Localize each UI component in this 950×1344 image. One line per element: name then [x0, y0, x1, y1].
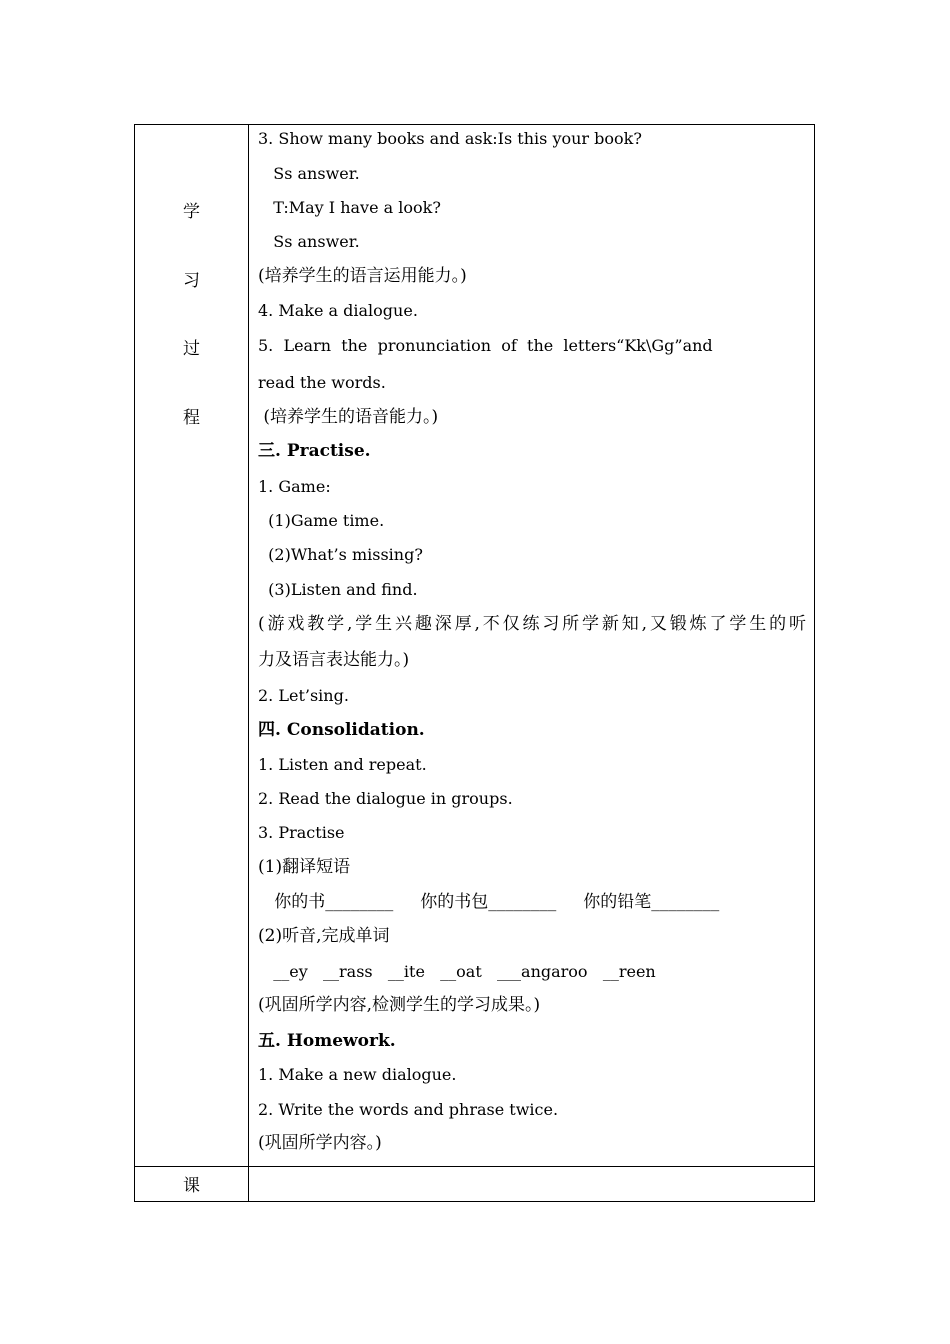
- content-line: Ss answer.: [258, 164, 360, 183]
- content-line: 1. Game:: [258, 477, 331, 496]
- content-line: 4. Make a dialogue.: [258, 301, 418, 320]
- content-line: Ss answer.: [258, 232, 360, 251]
- content-line: 3. Show many books and ask:Is this your book?: [258, 129, 642, 148]
- label-cheng: 程: [183, 408, 200, 428]
- content-line: 2. Write the words and phrase twice.: [258, 1100, 559, 1119]
- content-line: (3)Listen and find.: [258, 580, 418, 599]
- label-xi: 习: [183, 271, 200, 291]
- content-line: T:May I have a look?: [258, 198, 441, 217]
- content-line: 1. Listen and repeat.: [258, 755, 427, 774]
- content-line: (2)What’s missing?: [258, 545, 423, 564]
- content-note: (巩固所学内容。): [258, 1133, 382, 1153]
- content-note: (培养学生的语音能力。): [258, 407, 439, 427]
- content-line: 3. Practise: [258, 823, 345, 842]
- translation-blanks: 你的书________ 你的书包________ 你的铅笔________: [258, 892, 720, 912]
- content-line: 2. Let’sing.: [258, 686, 349, 705]
- content-note: (2)听音,完成单词: [258, 926, 390, 946]
- word-blanks: __ey __rass __ite __oat ___angaroo __reen: [258, 962, 656, 981]
- row-divider: [135, 1166, 814, 1167]
- label-ke: 课: [183, 1176, 200, 1196]
- content-line: 1. Make a new dialogue.: [258, 1065, 457, 1084]
- content-note: (巩固所学内容,检测学生的学习成果。): [258, 995, 541, 1015]
- content-note: (1)翻译短语: [258, 857, 351, 877]
- content-line: 5. Learn the pronunciation of the letters“Kk\Gg”and: [258, 336, 713, 355]
- content-note: 力及语言表达能力。): [258, 650, 410, 670]
- lesson-table: [134, 124, 815, 1202]
- label-xue: 学: [183, 202, 200, 222]
- section-heading: 四. Consolidation.: [258, 720, 425, 740]
- content-note: (游戏教学,学生兴趣深厚,不仅练习所学新知,又锻炼了学生的听: [258, 614, 806, 634]
- column-divider: [248, 125, 249, 1201]
- section-heading: 五. Homework.: [258, 1031, 396, 1051]
- content-line: 2. Read the dialogue in groups.: [258, 789, 513, 808]
- section-heading: 三. Practise.: [258, 441, 371, 461]
- content-note: (培养学生的语言运用能力。): [258, 266, 467, 286]
- content-line: read the words.: [258, 373, 386, 392]
- label-guo: 过: [183, 339, 200, 359]
- content-line: (1)Game time.: [258, 511, 385, 530]
